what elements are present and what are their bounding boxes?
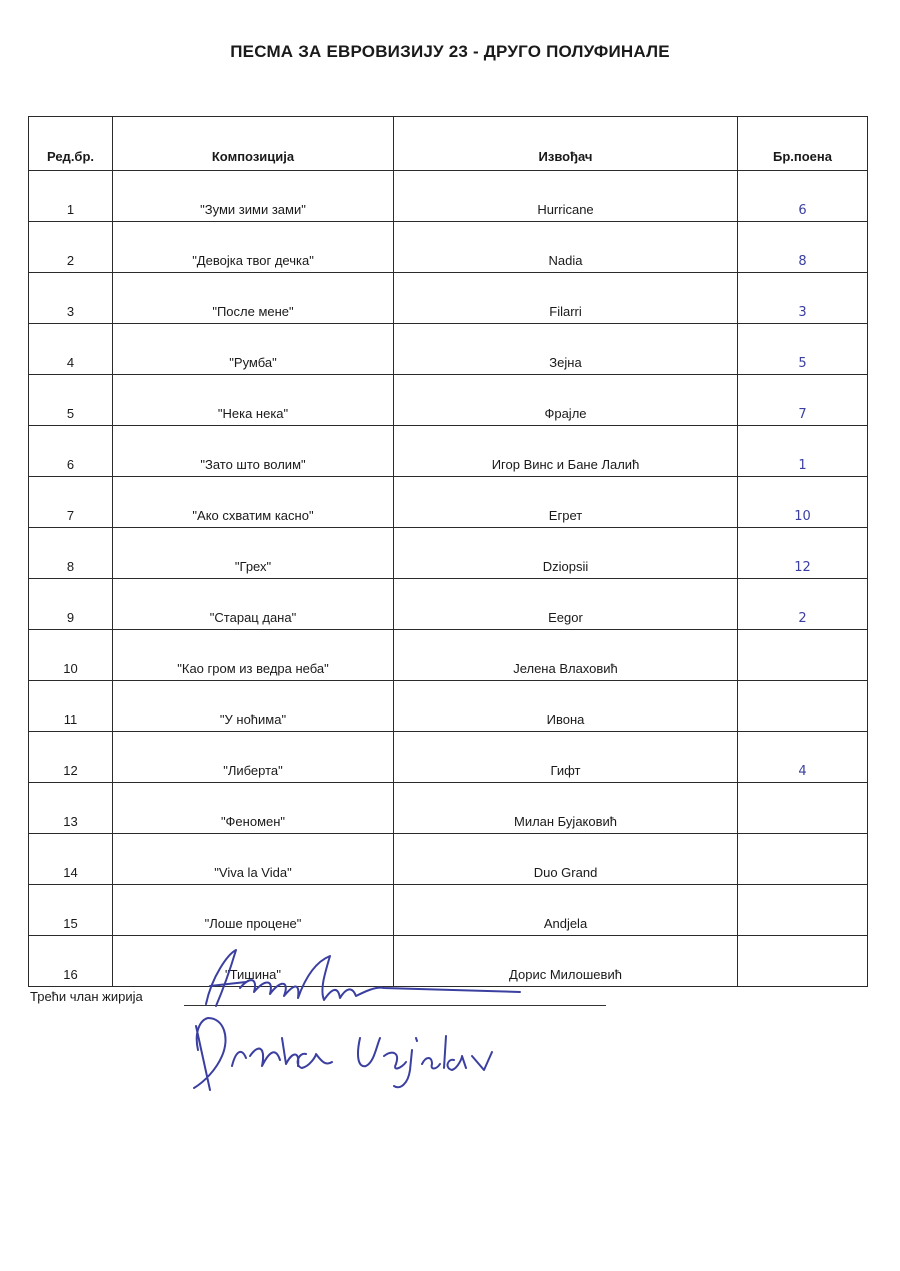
table-row [29,579,868,630]
row-number: 9 [29,579,113,630]
scores-table [28,116,868,987]
song-title: "Ако схватим касно" [113,477,394,528]
artist-name: Фрајле [394,375,738,426]
page-title: ПЕСМА ЗА ЕВРОВИЗИЈУ 23 - ДРУГО ПОЛУФИНАЛЕ [230,42,670,61]
points-value [738,936,868,987]
row-number: 5 [29,375,113,426]
artist-name: Дорис Милошевић [394,936,738,987]
table-row [29,834,868,885]
artist-name: Andjela [394,885,738,936]
column-header-artist: Извођач [394,117,738,171]
row-number: 2 [29,222,113,273]
song-title: "Као гром из ведра неба" [113,630,394,681]
table-row [29,681,868,732]
points-value [738,681,868,732]
points-value [738,630,868,681]
row-number: 4 [29,324,113,375]
table-row [29,222,868,273]
song-title: "Зуми зими зами" [113,171,394,222]
points-value [738,834,868,885]
table-row [29,885,868,936]
song-title: "Лоше процене" [113,885,394,936]
table-row [29,630,868,681]
points-value: 4 [738,732,868,783]
row-number: 10 [29,630,113,681]
song-title: "Грех" [113,528,394,579]
row-number: 11 [29,681,113,732]
column-header-number: Ред.бр. [29,117,113,171]
points-value [738,885,868,936]
table-row [29,783,868,834]
artist-name: Dziopsii [394,528,738,579]
juror-signature [170,940,530,1100]
song-title: "У ноћима" [113,681,394,732]
artist-name: Гифт [394,732,738,783]
row-number: 15 [29,885,113,936]
row-number: 6 [29,426,113,477]
artist-name: Игор Винс и Бане Лалић [394,426,738,477]
row-number: 1 [29,171,113,222]
row-number: 7 [29,477,113,528]
table-header-row [29,117,868,171]
points-value [738,783,868,834]
table-row [29,426,868,477]
points-value: 6 [738,171,868,222]
row-number: 3 [29,273,113,324]
column-header-points: Бр.поена [738,117,868,171]
points-value: 10 [738,477,868,528]
points-value: 2 [738,579,868,630]
song-title: "Девојка твог дечка" [113,222,394,273]
artist-name: Милан Бујаковић [394,783,738,834]
points-value: 3 [738,273,868,324]
artist-name: Јелена Влаховић [394,630,738,681]
points-value: 12 [738,528,868,579]
song-title: "Viva la Vida" [113,834,394,885]
column-header-song: Композиција [113,117,394,171]
artist-name: Зејна [394,324,738,375]
song-title: "Старац дана" [113,579,394,630]
artist-name: Nadia [394,222,738,273]
song-title: "Тишина" [113,936,394,987]
song-title: "Либерта" [113,732,394,783]
row-number: 12 [29,732,113,783]
artist-name: Hurricane [394,171,738,222]
points-value: 7 [738,375,868,426]
table-row [29,528,868,579]
artist-name: Eegor [394,579,738,630]
song-title: "Нека нека" [113,375,394,426]
table-row [29,273,868,324]
song-title: "После мене" [113,273,394,324]
table-row [29,171,868,222]
row-number: 16 [29,936,113,987]
table-row [29,375,868,426]
song-title: "Зато што волим" [113,426,394,477]
juror-label: Трећи члан жирија [30,989,143,1004]
song-title: "Румба" [113,324,394,375]
points-value: 1 [738,426,868,477]
artist-name: Duo Grand [394,834,738,885]
row-number: 13 [29,783,113,834]
row-number: 14 [29,834,113,885]
table-row [29,477,868,528]
artist-name: Ивона [394,681,738,732]
artist-name: Filarri [394,273,738,324]
artist-name: Егрет [394,477,738,528]
song-title: "Феномен" [113,783,394,834]
table-row [29,732,868,783]
row-number: 8 [29,528,113,579]
table-row [29,324,868,375]
points-value: 5 [738,324,868,375]
points-value: 8 [738,222,868,273]
